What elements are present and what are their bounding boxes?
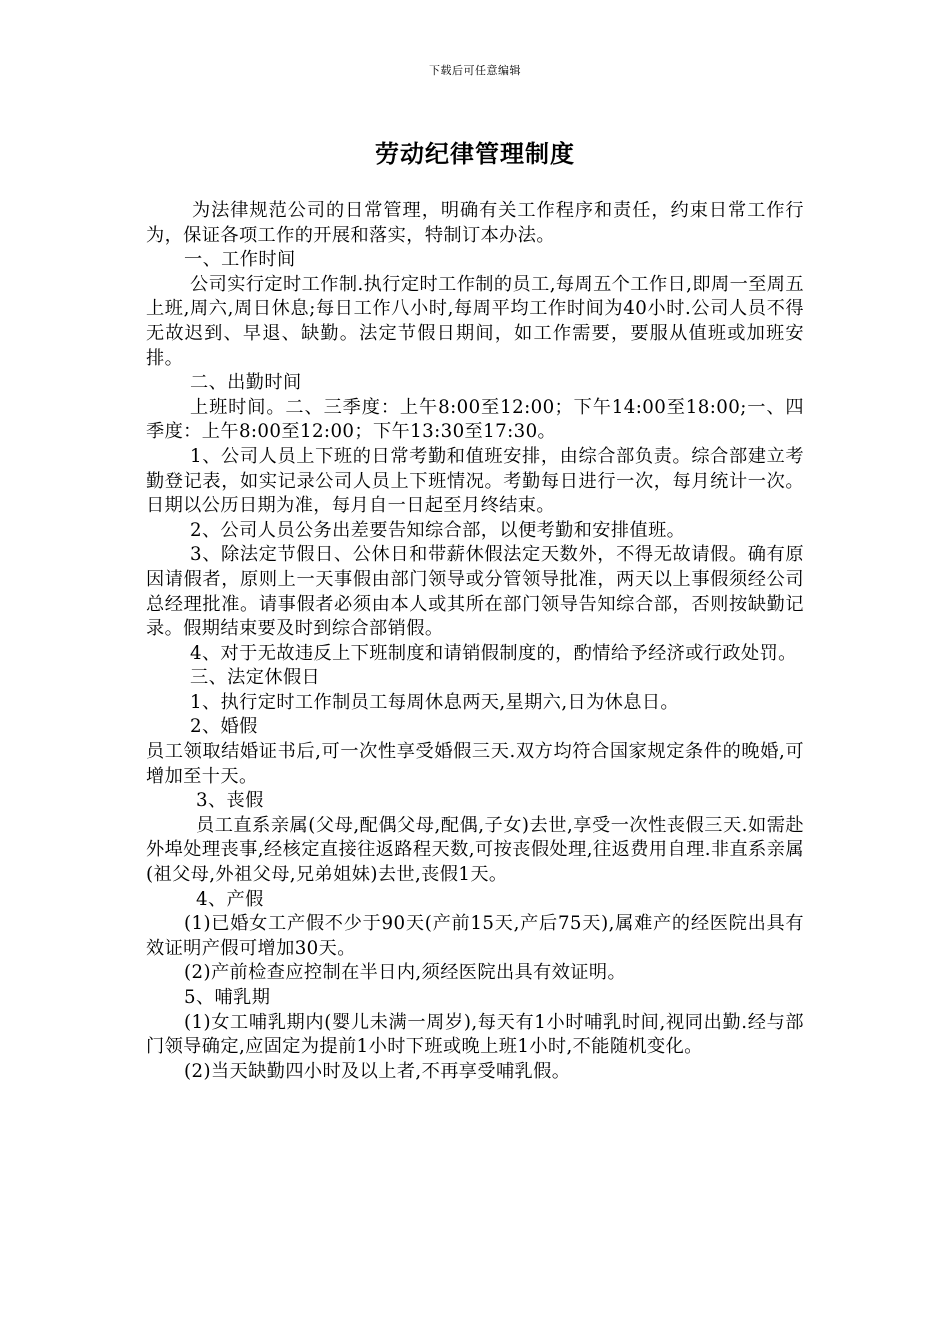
paragraph-attendance-3: 3、除法定节假日、公休日和带薪休假法定天数外，不得无故请假。确有原因请假者，原则上一天事假由部门领导或分管领导批准，两天以上事假须经公司总经理批准。请事假者必须由本人或其所在部门领导告知综合部，否则按缺勤记录。假期结束要及时到综合部销假。 [146, 544, 804, 640]
paragraph-intro: 为法律规范公司的日常管理，明确有关工作程序和责任，约束日常工作行为，保证各项工作的开展和落实，特制订本办法。 [146, 200, 804, 246]
paragraph-nursing-1: (1)女工哺乳期内(婴儿未满一周岁),每天有1小时哺乳时间,视同出勤.经与部门领导确定,应固定为提前1小时下班或晚上班1小时,不能随机变化。 [146, 1011, 804, 1058]
paragraph-marriage-leave: 员工领取结婚证书后,可一次性享受婚假三天.双方均符合国家规定条件的晚婚,可增加至十天。 [146, 741, 804, 787]
section-heading-work-hours: 一、工作时间 [184, 249, 296, 271]
subheading-nursing-period: 5、哺乳期 [184, 987, 271, 1008]
paragraph-attendance-4: 4、对于无故违反上下班制度和请销假制度的，酌情给予经济或行政处罚。 [190, 642, 797, 664]
paragraph-bereavement-leave: 员工直系亲属(父母,配偶父母,配偶,子女)去世,享受一次性丧假三天.如需赴外埠处理丧事,经核定直接往返路程天数,可按丧假处理,往返费用自理.非直系亲属(祖父母,外祖父母,兄弟姐妹)去世,丧假1天。 [146, 814, 804, 886]
subheading-marriage-leave: 2、婚假 [190, 716, 258, 738]
subheading-bereavement-leave: 3、丧假 [196, 790, 264, 812]
paragraph-leave-1: 1、执行定时工作制员工每周休息两天,星期六,日为休息日。 [190, 691, 680, 713]
paragraph-nursing-2: (2)当天缺勤四小时及以上者,不再享受哺乳假。 [184, 1060, 571, 1082]
header-note: 下载后可任意编辑 [429, 64, 521, 77]
paragraph-attendance-2: 2、公司人员公务出差要告知综合部，以便考勤和安排值班。 [190, 519, 686, 541]
paragraph-maternity-1: (1)已婚女工产假不少于90天(产前15天,产后75天),属难产的经医院出具有效证明产假可增加30天。 [146, 913, 804, 959]
section-heading-attendance-hours: 二、出勤时间 [190, 372, 302, 394]
paragraph-maternity-2: (2)产前检查应控制在半日内,须经医院出具有效证明。 [184, 962, 627, 984]
subheading-maternity-leave: 4、产假 [196, 888, 264, 910]
paragraph-work-hours: 公司实行定时工作制.执行定时工作制的员工,每周五个工作日,即周一至周五上班,周六,周日休息;每日工作八小时,每周平均工作时间为40小时.公司人员不得无故迟到、早退、缺勤。法定节假日期间，如工作需要，要服从值班或加班安排。 [146, 273, 804, 369]
paragraph-attendance-1: 1、公司人员上下班的日常考勤和值班安排，由综合部负责。综合部建立考勤登记表，如实记录公司人员上下班情况。考勤每日进行一次，每月统计一次。日期以公历日期为准，每月自一日起至月终结束。 [146, 445, 804, 517]
document-title: 劳动纪律管理制度 [375, 140, 575, 168]
document-body [146, 199, 804, 1084]
paragraph-attendance-hours: 上班时间。二、三季度：上午8:00至12:00；下午14:00至18:00;一、四季度：上午8:00至12:00；下午13:30至17:30。 [146, 396, 804, 443]
section-heading-statutory-leave: 三、法定休假日 [190, 667, 321, 689]
